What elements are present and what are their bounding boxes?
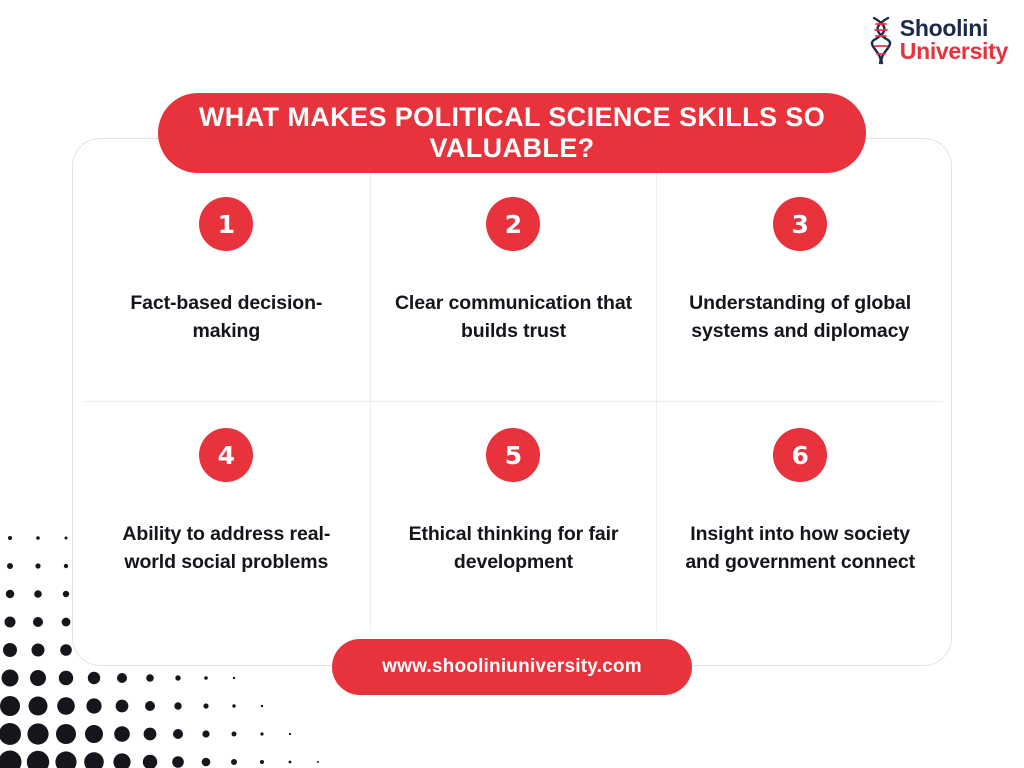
skill-label: Understanding of global systems and diplomacy bbox=[689, 292, 912, 343]
website-url: www.shooliniuniversity.com bbox=[382, 656, 642, 677]
brand-logo bbox=[868, 14, 1008, 66]
skill-item-4 bbox=[83, 401, 370, 631]
brand-name-line2: University bbox=[899, 38, 1008, 64]
skill-label: Clear communication that builds trust bbox=[394, 292, 633, 343]
skill-label: Ability to address real-world social problems bbox=[122, 523, 331, 574]
brand-name-line1: Shoolini bbox=[899, 15, 989, 41]
skill-label: Insight into how society and government connect bbox=[685, 523, 915, 574]
skill-number-badge: 5 bbox=[486, 428, 540, 482]
skill-number-badge: 3 bbox=[773, 197, 827, 251]
skill-label: Ethical thinking for fair development bbox=[408, 523, 619, 574]
skill-label: Fact-based decision-making bbox=[130, 292, 323, 343]
skills-card bbox=[72, 138, 952, 666]
skill-item-3 bbox=[656, 171, 943, 401]
skill-number-badge: 1 bbox=[199, 197, 253, 251]
skill-item-5 bbox=[370, 401, 657, 631]
skill-item-1 bbox=[83, 171, 370, 401]
title-banner bbox=[158, 93, 866, 173]
skills-grid bbox=[83, 171, 943, 631]
page-title: WHAT MAKES POLITICAL SCIENCE SKILLS SO VALUABLE? bbox=[198, 102, 826, 163]
dna-helix-icon bbox=[868, 14, 894, 66]
skill-item-2 bbox=[370, 171, 657, 401]
skill-number-badge: 6 bbox=[773, 428, 827, 482]
skill-number-badge: 4 bbox=[199, 428, 253, 482]
skill-number-badge: 2 bbox=[486, 197, 540, 251]
website-banner[interactable] bbox=[332, 639, 692, 695]
skill-item-6 bbox=[656, 401, 943, 631]
